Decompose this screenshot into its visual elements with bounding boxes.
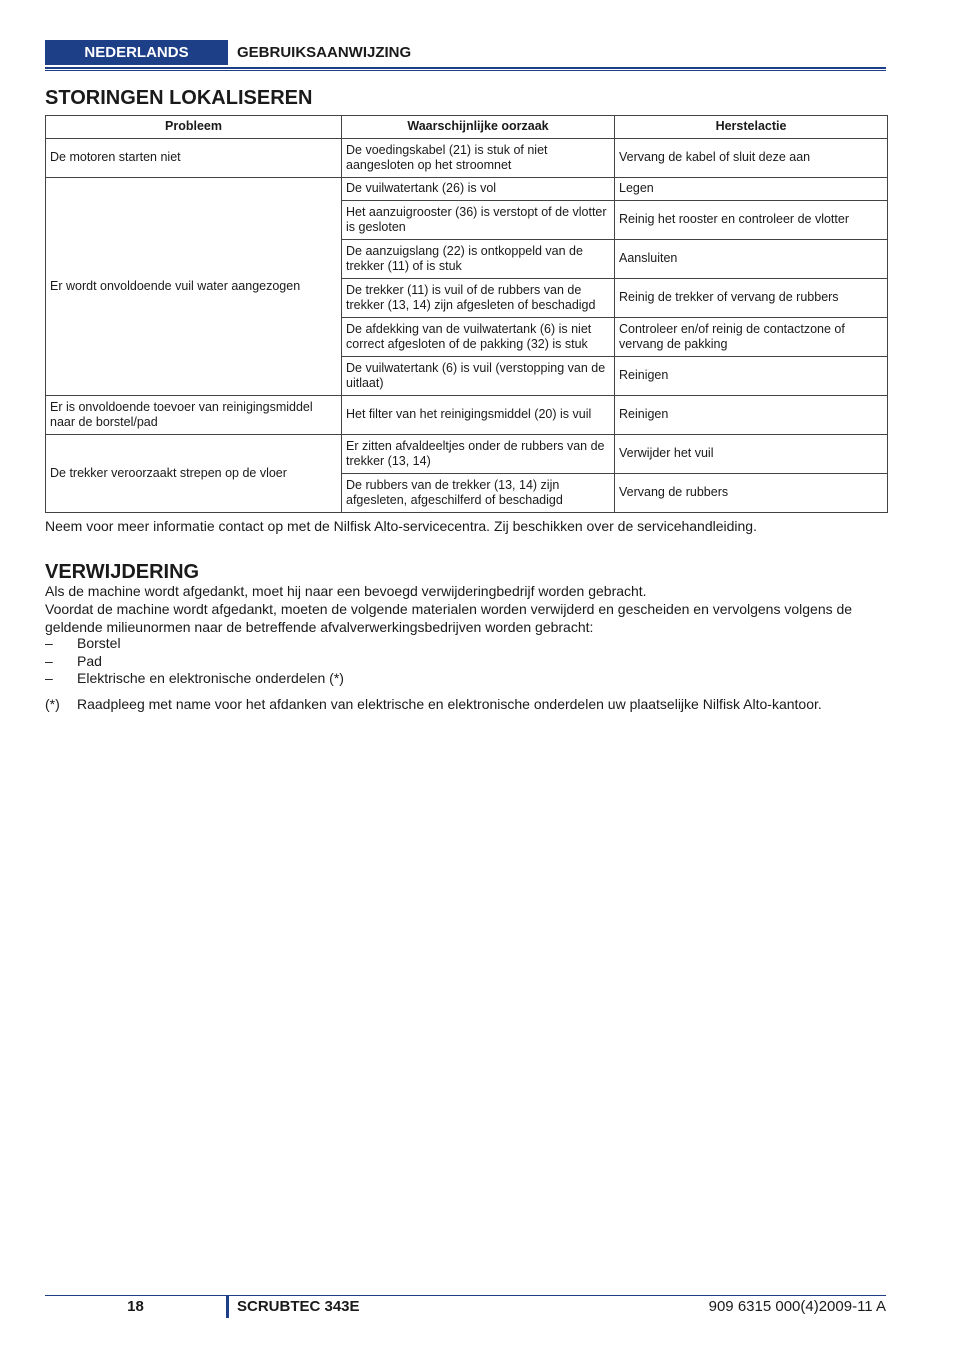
list-dash: –	[45, 670, 53, 686]
cause-cell: De aanzuigslang (22) is ontkoppeld van de trekker (11) of is stuk	[342, 240, 615, 279]
action-cell: Vervang de rubbers	[615, 474, 888, 513]
list-item-label: Elektrische en elektronische onderdelen (*)	[77, 670, 344, 686]
manual-title: GEBRUIKSAANWIJZING	[237, 44, 412, 61]
problem-cell: De trekker veroorzaakt strepen op de vloer	[46, 435, 342, 513]
footnote	[45, 696, 822, 714]
table-row	[46, 139, 888, 178]
disposal-paragraph-1: Als de machine wordt afgedankt, moet hij naar een bevoegd verwijderingbedrijf worden gebracht.	[45, 583, 647, 599]
action-cell: Controleer en/of reinig de contactzone of vervang de pakking	[615, 318, 888, 357]
cause-cell: Er zitten afvaldeeltjes onder de rubbers van de trekker (13, 14)	[342, 435, 615, 474]
cause-cell: De vuilwatertank (6) is vuil (verstopping van de uitlaat)	[342, 357, 615, 396]
page-number: 18	[127, 1298, 144, 1315]
troubleshooting-table	[45, 115, 888, 513]
column-header-cause: Waarschijnlijke oorzaak	[342, 116, 615, 139]
list-dash: –	[45, 635, 53, 651]
cause-cell: De voedingskabel (21) is stuk of niet aangesloten op het stroomnet	[342, 139, 615, 178]
list-dash: –	[45, 652, 53, 669]
footer-divider	[226, 1296, 229, 1318]
list-item	[45, 653, 344, 671]
table-row	[46, 178, 888, 201]
list-item	[45, 635, 344, 653]
column-header-problem: Probleem	[46, 116, 342, 139]
cause-cell: De afdekking van de vuilwatertank (6) is niet correct afgesloten of de pakking (32) is stuk	[342, 318, 615, 357]
table-row	[46, 396, 888, 435]
footer-rule	[45, 1295, 886, 1296]
document-code: 909 6315 000(4)2009-11 A	[708, 1298, 886, 1315]
action-cell: Reinigen	[615, 396, 888, 435]
cause-cell: De trekker (11) is vuil of de rubbers van de trekker (13, 14) zijn afgesleten of beschadigd	[342, 279, 615, 318]
list-item-label: Pad	[77, 652, 102, 669]
service-info-text: Neem voor meer informatie contact op met de Nilfisk Alto-servicecentra. Zij beschikken over de servicehandleiding.	[45, 518, 757, 534]
column-header-action: Herstelactie	[615, 116, 888, 139]
list-item-label: Borstel	[77, 635, 121, 651]
model-name: SCRUBTEC 343E	[237, 1298, 360, 1315]
disposal-paragraph-2: Voordat de machine wordt afgedankt, moeten de volgende materialen worden verwijderd en gescheiden en vervolgens volgens de geldende milieunormen naar de betreffende afvalverwerkingsbedrijven worden gebracht:	[45, 601, 853, 635]
disposal-heading: VERWIJDERING	[45, 561, 200, 583]
footnote-marker: (*)	[45, 696, 60, 712]
action-cell: Legen	[615, 178, 888, 201]
table-header-row	[46, 116, 888, 139]
problem-cell: Er is onvoldoende toevoer van reinigingsmiddel naar de borstel/pad	[46, 396, 342, 435]
cause-cell: Het filter van het reinigingsmiddel (20) is vuil	[342, 396, 615, 435]
troubleshooting-heading: STORINGEN LOKALISEREN	[45, 87, 313, 109]
disposal-list	[45, 635, 344, 688]
problem-cell: De motoren starten niet	[46, 139, 342, 178]
action-cell: Reinigen	[615, 357, 888, 396]
cause-cell: De rubbers van de trekker (13, 14) zijn afgesleten, afgeschilferd of beschadigd	[342, 474, 615, 513]
table-row	[46, 435, 888, 474]
header-rule-thin	[45, 70, 886, 71]
cause-cell: De vuilwatertank (26) is vol	[342, 178, 615, 201]
problem-cell: Er wordt onvoldoende vuil water aangezogen	[46, 178, 342, 396]
action-cell: Verwijder het vuil	[615, 435, 888, 474]
header-rule	[45, 67, 886, 69]
language-tab: NEDERLANDS	[45, 40, 228, 65]
action-cell: Aansluiten	[615, 240, 888, 279]
action-cell: Reinig de trekker of vervang de rubbers	[615, 279, 888, 318]
action-cell: Reinig het rooster en controleer de vlotter	[615, 201, 888, 240]
footnote-text: Raadpleeg met name voor het afdanken van elektrische en elektronische onderdelen uw plaatselijke Nilfisk Alto-kantoor.	[77, 696, 822, 712]
action-cell: Vervang de kabel of sluit deze aan	[615, 139, 888, 178]
list-item	[45, 670, 344, 688]
cause-cell: Het aanzuigrooster (36) is verstopt of de vlotter is gesloten	[342, 201, 615, 240]
